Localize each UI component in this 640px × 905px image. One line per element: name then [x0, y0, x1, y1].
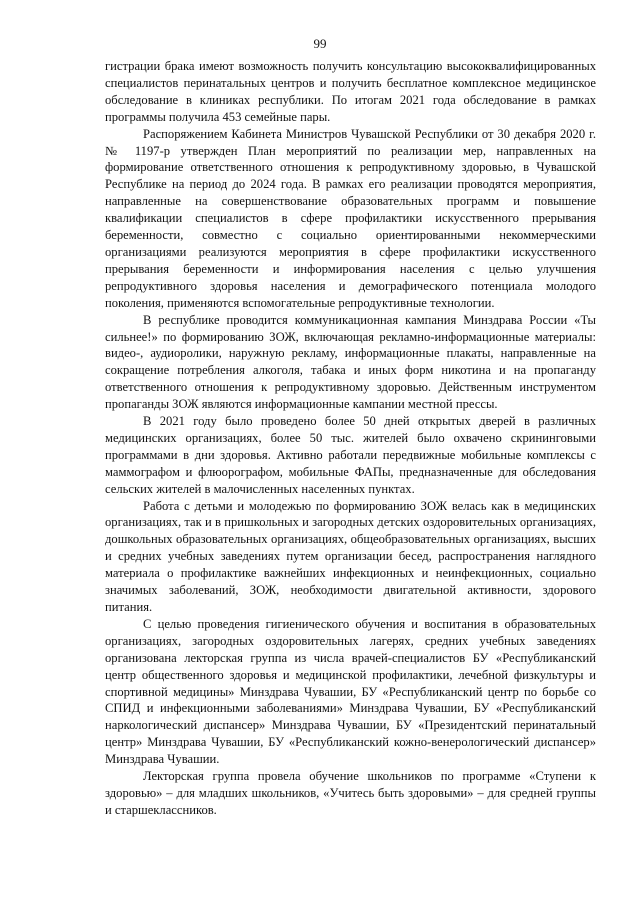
paragraph-5: Работа с детьми и молодежью по формированию ЗОЖ велась как в медицинских организациях, так и в пришкольных и загородных детских оздоровительных организациях, дошкольных образовательных организациях, общеобразовательных организациях, высших и средних учебных заведениях путем организации бесед, распространения наглядного материала о профилактике важнейших инфекционных и неинфекционных, социально значимых заболеваний, ЗОЖ, необходимости двигательной активности, здорового питания. [105, 498, 596, 614]
paragraph-6: С целью проведения гигиенического обучения и воспитания в образовательных организациях, загородных оздоровительных лагерях, средних учебных заведениях организована лекторская группа из числа врачей-специалистов БУ «Республиканский центр общественного здоровья и медицинской профилактики, лечебной физкультуры и спортивной медицины» Минздрава Чувашии, БУ «Республиканский центр по борьбе со СПИД и инфекционными заболеваниями» Минздрава Чувашии, БУ «Республиканский наркологический диспансер» Минздрава Чувашии, БУ «Президентский перинатальный центр» Минздрава Чувашии, БУ «Республиканский кожно-венерологический диспансер» Минздрава Чувашии. [105, 616, 596, 767]
paragraph-7: Лекторская группа провела обучение школьников по программе «Ступени к здоровью» – для младших школьников, «Учитесь быть здоровыми» – для средней группы и старшеклассников. [105, 769, 596, 817]
paragraph-3: В республике проводится коммуникационная кампания Минздрава России «Ты сильнее!» по формированию ЗОЖ, включающая рекламно-информационные материалы: видео-, аудиоролики, наружную рекламу, информационные плакаты, направленные на сокращение потребления алкоголя, табака и иных форм никотина и на пропаганду ответственного отношения к репродуктивному здоровью. Действенным инструментом пропаганды ЗОЖ являются информационные кампании местной прессы. [105, 312, 596, 412]
document-text [105, 58, 596, 819]
paragraph-4: В 2021 году было проведено более 50 дней открытых дверей в различных медицинских организациях, более 50 тыс. жителей было охвачено скрининговыми программами в дни здоровья. Активно работали передвижные мобильные комплексы с маммографом и флюорографом, мобильные ФАПы, предназначенные для обследования сельских жителей в малочисленных населенных пунктах. [105, 414, 596, 496]
page-number: 99 [313, 36, 327, 51]
paragraph-1: гистрации брака имеют возможность получить консультацию высококвалифицированных специалистов перинатальных центров и получить бесплатное комплексное медицинское обследование в клиниках республики. По итогам 2021 года обследование в рамках программы получила 453 семейные пары. [105, 59, 596, 124]
paragraph-2: Распоряжением Кабинета Министров Чувашской Республики от 30 декабря 2020 г. № 1197-р утвержден План мероприятий по реализации мер, направленных на формирование ответственного отношения к репродуктивному здоровью, в Чувашской Республике на период до 2024 года. В рамках его реализации проводятся мероприятия, направленные на совершенствование образовательных программ и повышение квалификации специалистов в сфере профилактики искусственного прерывания беременности, совместно с социально ориентированными некоммерческими организациями реализуются мероприятия в сфере профилактики искусственного прерывания беременности и информирования населения с целью улучшения репродуктивного здоровья населения и демографического потенциала молодого поколения, применяются вспомогательные репродуктивные технологии. [105, 126, 596, 310]
